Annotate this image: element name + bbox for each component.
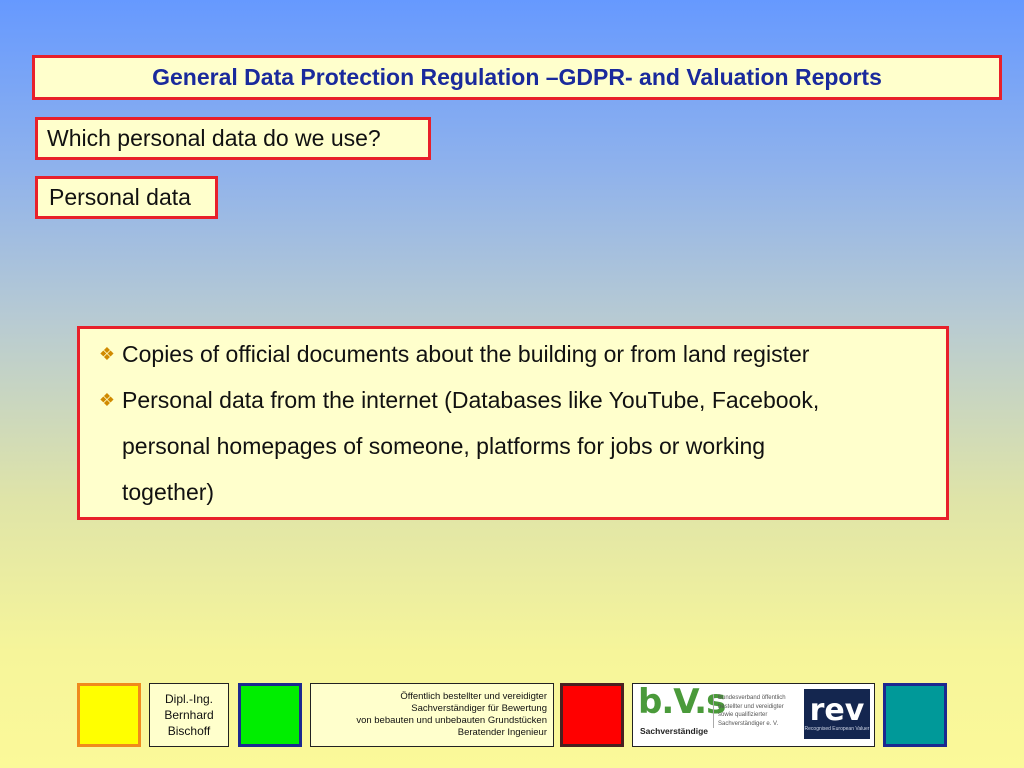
bullet-item-2 (92, 377, 926, 515)
cert-line: Sachverständiger für Bewertung (411, 703, 547, 714)
name-box (149, 683, 229, 747)
bvs-logo-letters: b.V.s (638, 682, 726, 722)
name-line: Bernhard (164, 708, 214, 722)
bullet-line: together) (122, 479, 215, 505)
diamond-bullet-icon: ❖ (98, 344, 116, 364)
bullet-item-1 (92, 343, 926, 377)
cert-line: Beratender Ingenieur (457, 727, 547, 738)
red-square (560, 683, 624, 747)
rev-logo-subtitle: Recognised European Valuer (804, 725, 870, 732)
bvs-logo-subtitle: Sachverständige (640, 726, 709, 736)
rev-logo (804, 689, 870, 739)
name-line: Bischoff (167, 724, 211, 738)
content-box (77, 326, 949, 520)
bvs-description: Bundesverband öffentlich bestellter und vereidigter sowie qualifizierter Sachverständiger e. V. (713, 694, 808, 728)
green-square (238, 683, 302, 747)
section-heading: Personal data (49, 184, 191, 210)
slide-title: General Data Protection Regulation –GDPR- and Valuation Reports (152, 64, 882, 90)
cert-line: von bebauten und unbebauten Grundstücken (356, 715, 547, 726)
bullet-line: personal homepages of someone, platforms for jobs or working (122, 433, 766, 459)
logo-box (632, 683, 875, 747)
certification-box (310, 683, 554, 747)
bvs-logo (638, 682, 726, 740)
diamond-bullet-icon: ❖ (98, 390, 116, 410)
title-box (32, 55, 1002, 100)
cert-line: Öffentlich bestellter und vereidigter (400, 691, 547, 702)
rev-logo-letters: rev (809, 692, 865, 728)
teal-square (883, 683, 947, 747)
question-text: Which personal data do we use? (47, 125, 381, 151)
name-line: Dipl.-Ing. (164, 692, 214, 706)
bullet-line: Personal data from the internet (Databases like YouTube, Facebook, (122, 387, 820, 413)
question-box (35, 117, 431, 160)
yellow-square (77, 683, 141, 747)
bullet-line: Copies of official documents about the building or from land register (122, 341, 810, 367)
section-box (35, 176, 218, 219)
